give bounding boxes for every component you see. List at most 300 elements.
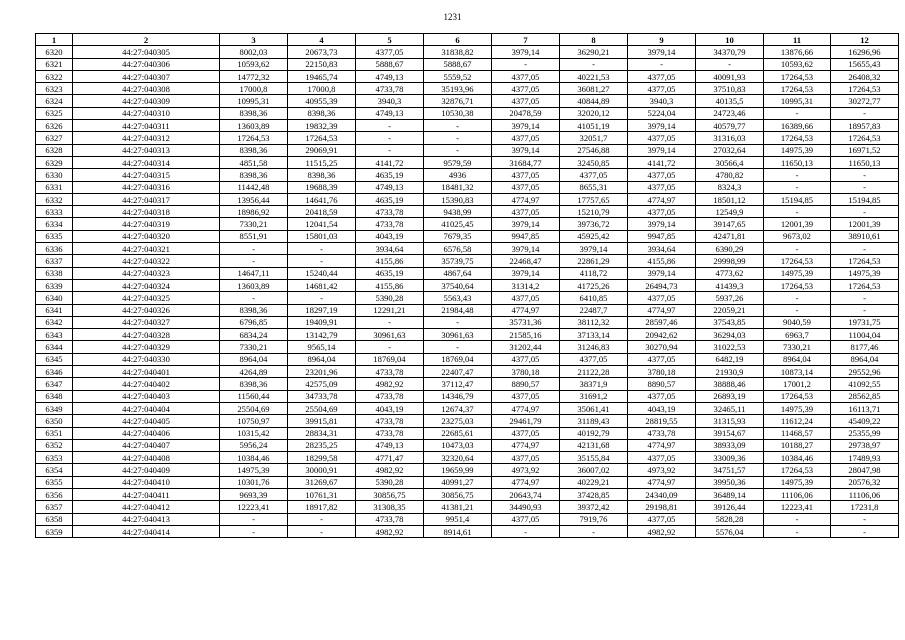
value-cell: 4733,78 [356, 427, 424, 439]
value-cell: 31838,82 [424, 46, 492, 58]
value-cell: 6834,24 [220, 329, 288, 341]
table-row [36, 46, 899, 58]
table-row [36, 193, 899, 205]
value-cell: 4749,13 [356, 107, 424, 119]
value-cell: 19688,39 [288, 181, 356, 193]
value-cell: 3979,14 [492, 144, 560, 156]
cadastral-number-cell: 44:27:040329 [73, 341, 220, 353]
value-cell: 5828,28 [696, 513, 764, 525]
row-number-cell: 6355 [36, 476, 73, 488]
value-cell: 12001,39 [764, 218, 831, 230]
value-cell: 4043,19 [356, 402, 424, 414]
value-cell: 4043,19 [628, 402, 696, 414]
value-cell: 41381,21 [424, 501, 492, 513]
cadastral-number-cell: 44:27:040407 [73, 439, 220, 451]
table-row [36, 58, 899, 70]
value-cell: 11106,06 [764, 488, 831, 500]
value-cell: 4973,92 [628, 464, 696, 476]
value-cell: 16296,96 [831, 46, 899, 58]
cadastral-number-cell: 44:27:040315 [73, 169, 220, 181]
value-cell: 8914,61 [424, 525, 492, 537]
value-cell: 21585,16 [492, 329, 560, 341]
value-cell: 10384,46 [764, 452, 831, 464]
row-number-cell: 6346 [36, 366, 73, 378]
value-cell: 16389,66 [764, 120, 831, 132]
value-cell: 11442,48 [220, 181, 288, 193]
value-cell: 4982,92 [356, 464, 424, 476]
value-cell: - [220, 243, 288, 255]
row-number-cell: 6345 [36, 353, 73, 365]
page-number: 1231 [443, 12, 462, 22]
cadastral-number-cell: 44:27:040405 [73, 415, 220, 427]
value-cell: 35731,36 [492, 316, 560, 328]
value-cell: 4635,19 [356, 267, 424, 279]
value-cell: 14975,39 [831, 267, 899, 279]
value-cell: 39736,72 [560, 218, 628, 230]
row-number-cell: 6357 [36, 501, 73, 513]
value-cell: 4377,05 [628, 132, 696, 144]
column-header: 11 [764, 34, 831, 46]
table-row [36, 316, 899, 328]
value-cell: 37428,85 [560, 488, 628, 500]
value-cell: 14772,32 [220, 70, 288, 82]
value-cell: 17264,53 [764, 70, 831, 82]
cadastral-number-cell: 44:27:040308 [73, 83, 220, 95]
cadastral-number-cell: 44:27:040410 [73, 476, 220, 488]
value-cell: 4733,78 [628, 427, 696, 439]
value-cell: 5956,24 [220, 439, 288, 451]
cadastral-number-cell: 44:27:040307 [73, 70, 220, 82]
value-cell: - [696, 58, 764, 70]
value-cell: 4774,97 [628, 476, 696, 488]
value-cell: 19465,74 [288, 70, 356, 82]
value-cell: 27032,64 [696, 144, 764, 156]
value-cell: - [424, 144, 492, 156]
value-cell: 22468,47 [492, 255, 560, 267]
value-cell: 28235,25 [288, 439, 356, 451]
value-cell: 36489,14 [696, 488, 764, 500]
value-cell: 37543,85 [696, 316, 764, 328]
value-cell: 8398,36 [288, 107, 356, 119]
value-cell: 9947,85 [492, 230, 560, 242]
value-cell: 4377,05 [628, 70, 696, 82]
value-cell: 3979,14 [628, 120, 696, 132]
value-cell: 5559,52 [424, 70, 492, 82]
value-cell: 6796,85 [220, 316, 288, 328]
value-cell: 18501,12 [696, 193, 764, 205]
value-cell: 32320,64 [424, 452, 492, 464]
column-header: 10 [696, 34, 764, 46]
value-cell: 11106,06 [831, 488, 899, 500]
value-cell: - [560, 525, 628, 537]
value-cell: 4377,05 [492, 181, 560, 193]
value-cell: 10761,31 [288, 488, 356, 500]
value-cell: 13142,79 [288, 329, 356, 341]
cadastral-number-cell: 44:27:040322 [73, 255, 220, 267]
value-cell: 17231,8 [831, 501, 899, 513]
row-number-cell: 6332 [36, 193, 73, 205]
value-cell: 17264,53 [764, 390, 831, 402]
value-cell: 21984,48 [424, 304, 492, 316]
value-cell: 5888,67 [356, 58, 424, 70]
value-cell: 40135,5 [696, 95, 764, 107]
value-cell: 4141,72 [356, 156, 424, 168]
table-row [36, 390, 899, 402]
value-cell: 41092,55 [831, 378, 899, 390]
value-cell: - [560, 58, 628, 70]
row-number-cell: 6343 [36, 329, 73, 341]
value-cell: - [831, 169, 899, 181]
value-cell: 18299,58 [288, 452, 356, 464]
cadastral-number-cell: 44:27:040306 [73, 58, 220, 70]
value-cell: 8324,3 [696, 181, 764, 193]
value-cell: 11560,44 [220, 390, 288, 402]
value-cell: 31316,03 [696, 132, 764, 144]
value-cell: 3940,3 [356, 95, 424, 107]
value-cell: 3934,64 [356, 243, 424, 255]
value-cell: 40991,27 [424, 476, 492, 488]
value-cell: 10530,38 [424, 107, 492, 119]
value-cell: 22150,83 [288, 58, 356, 70]
row-number-cell: 6333 [36, 206, 73, 218]
cadastral-number-cell: 44:27:040314 [73, 156, 220, 168]
value-cell: 17264,53 [831, 255, 899, 267]
table-row [36, 83, 899, 95]
value-cell: 40844,89 [560, 95, 628, 107]
value-cell: 11468,57 [764, 427, 831, 439]
value-cell: 4264,89 [220, 366, 288, 378]
value-cell: 4377,05 [628, 83, 696, 95]
table-row [36, 366, 899, 378]
column-header: 6 [424, 34, 492, 46]
value-cell: 17000,8 [288, 83, 356, 95]
value-cell: 4749,13 [356, 439, 424, 451]
value-cell: 17757,65 [560, 193, 628, 205]
value-cell: 31315,93 [696, 415, 764, 427]
row-number-cell: 6338 [36, 267, 73, 279]
value-cell: 8398,36 [220, 107, 288, 119]
cadastral-number-cell: 44:27:040408 [73, 452, 220, 464]
value-cell: 14975,39 [764, 267, 831, 279]
value-cell: 15240,44 [288, 267, 356, 279]
value-cell: 7330,21 [764, 341, 831, 353]
value-cell: 31684,77 [492, 156, 560, 168]
value-cell: 18957,83 [831, 120, 899, 132]
value-cell: 4774,97 [492, 402, 560, 414]
value-cell: 40192,79 [560, 427, 628, 439]
value-cell: 5224,04 [628, 107, 696, 119]
value-cell: 29998,99 [696, 255, 764, 267]
row-number-cell: 6349 [36, 402, 73, 414]
value-cell: 29069,91 [288, 144, 356, 156]
value-cell: 40955,39 [288, 95, 356, 107]
table-row [36, 267, 899, 279]
value-cell: 17264,53 [764, 279, 831, 291]
value-cell: 4377,05 [492, 169, 560, 181]
value-cell: 13603,89 [220, 120, 288, 132]
value-cell: 25355,99 [831, 427, 899, 439]
table-row [36, 464, 899, 476]
value-cell: 15655,43 [831, 58, 899, 70]
value-cell: 10873,14 [764, 366, 831, 378]
column-header: 8 [560, 34, 628, 46]
row-number-cell: 6336 [36, 243, 73, 255]
value-cell: 27546,88 [560, 144, 628, 156]
value-cell: 19409,91 [288, 316, 356, 328]
value-cell: 10473,03 [424, 439, 492, 451]
value-cell: 17264,53 [220, 132, 288, 144]
value-cell: 41439,3 [696, 279, 764, 291]
row-number-cell: 6323 [36, 83, 73, 95]
value-cell: 26408,32 [831, 70, 899, 82]
value-cell: 35193,96 [424, 83, 492, 95]
value-cell: 38371,9 [560, 378, 628, 390]
value-cell: 15194,85 [764, 193, 831, 205]
value-cell: 32465,11 [696, 402, 764, 414]
table-row [36, 156, 899, 168]
value-cell: 17264,53 [764, 132, 831, 144]
cadastral-number-cell: 44:27:040316 [73, 181, 220, 193]
value-cell: - [764, 292, 831, 304]
cadastral-number-cell: 44:27:040312 [73, 132, 220, 144]
value-cell: 37133,14 [560, 329, 628, 341]
value-cell: 3979,14 [628, 218, 696, 230]
value-cell: 37510,83 [696, 83, 764, 95]
value-cell: 39154,67 [696, 427, 764, 439]
value-cell: 4377,05 [628, 452, 696, 464]
value-cell: 9951,4 [424, 513, 492, 525]
value-cell: 30270,94 [628, 341, 696, 353]
column-header: 1 [36, 34, 73, 46]
column-header: 12 [831, 34, 899, 46]
cadastral-number-cell: 44:27:040309 [73, 95, 220, 107]
value-cell: 40091,93 [696, 70, 764, 82]
value-cell: 29738,97 [831, 439, 899, 451]
row-number-cell: 6351 [36, 427, 73, 439]
value-cell: 38910,61 [831, 230, 899, 242]
value-cell: 6963,7 [764, 329, 831, 341]
value-cell: 3979,14 [492, 218, 560, 230]
value-cell: 15801,03 [288, 230, 356, 242]
row-number-cell: 6352 [36, 439, 73, 451]
value-cell: 18481,32 [424, 181, 492, 193]
value-cell: 28047,98 [831, 464, 899, 476]
value-cell: - [764, 525, 831, 537]
value-cell: 4771,47 [356, 452, 424, 464]
cadastral-number-cell: 44:27:040327 [73, 316, 220, 328]
row-number-cell: 6358 [36, 513, 73, 525]
value-cell: - [831, 513, 899, 525]
value-cell: 36007,02 [560, 464, 628, 476]
value-cell: 6576,58 [424, 243, 492, 255]
value-cell: 30961,63 [356, 329, 424, 341]
table-row [36, 243, 899, 255]
table-row [36, 181, 899, 193]
table-body [36, 46, 899, 538]
value-cell: 4982,92 [356, 525, 424, 537]
column-header: 7 [492, 34, 560, 46]
cadastral-number-cell: 44:27:040305 [73, 46, 220, 58]
value-cell: - [831, 206, 899, 218]
cadastral-number-cell: 44:27:040319 [73, 218, 220, 230]
cadastral-number-cell: 44:27:040401 [73, 366, 220, 378]
value-cell: 40579,77 [696, 120, 764, 132]
value-cell: 31269,67 [288, 476, 356, 488]
value-cell: 4733,78 [356, 415, 424, 427]
value-cell: 4377,05 [628, 292, 696, 304]
value-cell: 19832,39 [288, 120, 356, 132]
value-cell: 9565,14 [288, 341, 356, 353]
row-number-cell: 6356 [36, 488, 73, 500]
value-cell: 9693,39 [220, 488, 288, 500]
value-cell: 7330,21 [220, 218, 288, 230]
table-row [36, 427, 899, 439]
value-cell: 11650,13 [831, 156, 899, 168]
cadastral-number-cell: 44:27:040411 [73, 488, 220, 500]
value-cell: 30856,75 [424, 488, 492, 500]
value-cell: 4377,05 [492, 427, 560, 439]
value-cell: 37540,64 [424, 279, 492, 291]
value-cell: - [764, 206, 831, 218]
row-number-cell: 6353 [36, 452, 73, 464]
value-cell: 4377,05 [492, 353, 560, 365]
value-cell: 8177,46 [831, 341, 899, 353]
row-number-cell: 6342 [36, 316, 73, 328]
value-cell: 34370,79 [696, 46, 764, 58]
value-cell: 5576,04 [696, 525, 764, 537]
value-cell: 30566,4 [696, 156, 764, 168]
value-cell: - [220, 525, 288, 537]
table-row [36, 488, 899, 500]
table-row [36, 439, 899, 451]
cadastral-number-cell: 44:27:040325 [73, 292, 220, 304]
cadastral-number-cell: 44:27:040317 [73, 193, 220, 205]
value-cell: 36081,27 [560, 83, 628, 95]
value-cell: 4867,64 [424, 267, 492, 279]
value-cell: 17489,93 [831, 452, 899, 464]
value-cell: 9673,02 [764, 230, 831, 242]
value-cell: - [424, 132, 492, 144]
value-cell: 12549,9 [696, 206, 764, 218]
value-cell: 17264,53 [764, 464, 831, 476]
value-cell: 20576,32 [831, 476, 899, 488]
value-cell: 4377,05 [628, 169, 696, 181]
value-cell: 42131,68 [560, 439, 628, 451]
table-row [36, 304, 899, 316]
table-row [36, 120, 899, 132]
value-cell: 19731,75 [831, 316, 899, 328]
value-cell: 3979,14 [492, 46, 560, 58]
table-row [36, 378, 899, 390]
row-number-cell: 6327 [36, 132, 73, 144]
value-cell: - [831, 181, 899, 193]
value-cell: 10301,76 [220, 476, 288, 488]
value-cell: 3979,14 [492, 120, 560, 132]
value-cell: - [831, 304, 899, 316]
value-cell: 6482,19 [696, 353, 764, 365]
value-cell: 4733,78 [356, 366, 424, 378]
value-cell: 14975,39 [764, 144, 831, 156]
column-header: 2 [73, 34, 220, 46]
value-cell: 21122,28 [560, 366, 628, 378]
row-number-cell: 6344 [36, 341, 73, 353]
cadastral-number-cell: 44:27:040406 [73, 427, 220, 439]
value-cell: 42575,09 [288, 378, 356, 390]
value-cell: 42471,81 [696, 230, 764, 242]
value-cell: - [764, 107, 831, 119]
value-cell: - [831, 107, 899, 119]
table-row [36, 292, 899, 304]
value-cell: 31022,53 [696, 341, 764, 353]
value-cell: - [764, 181, 831, 193]
value-cell: - [764, 169, 831, 181]
value-cell: 38933,09 [696, 439, 764, 451]
value-cell: 35155,84 [560, 452, 628, 464]
table-row [36, 107, 899, 119]
value-cell: 14975,39 [220, 464, 288, 476]
value-cell: 35739,75 [424, 255, 492, 267]
value-cell: 5390,28 [356, 476, 424, 488]
value-cell: 31202,44 [492, 341, 560, 353]
value-cell: - [356, 144, 424, 156]
value-cell: 11612,24 [764, 415, 831, 427]
value-cell: 4973,92 [492, 464, 560, 476]
value-cell: 38888,46 [696, 378, 764, 390]
value-cell: 4377,05 [492, 513, 560, 525]
value-cell: 38112,32 [560, 316, 628, 328]
table-header-row [36, 34, 899, 46]
value-cell: 3780,18 [628, 366, 696, 378]
value-cell: 25504,69 [288, 402, 356, 414]
value-cell: 4377,05 [492, 70, 560, 82]
cadastral-number-cell: 44:27:040413 [73, 513, 220, 525]
value-cell: 4155,86 [356, 255, 424, 267]
cadastral-number-cell: 44:27:040403 [73, 390, 220, 402]
value-cell: 29198,81 [628, 501, 696, 513]
value-cell: 10593,62 [220, 58, 288, 70]
value-cell: 13876,66 [764, 46, 831, 58]
value-cell: 28597,46 [628, 316, 696, 328]
value-cell: 21930,9 [696, 366, 764, 378]
row-number-cell: 6326 [36, 120, 73, 132]
value-cell: 34751,57 [696, 464, 764, 476]
value-cell: 8398,36 [220, 144, 288, 156]
value-cell: 4377,05 [628, 206, 696, 218]
value-cell: - [288, 243, 356, 255]
value-cell: 5937,26 [696, 292, 764, 304]
value-cell: - [356, 132, 424, 144]
cadastral-number-cell: 44:27:040330 [73, 353, 220, 365]
value-cell: 20673,73 [288, 46, 356, 58]
value-cell: 4733,78 [356, 513, 424, 525]
value-cell: 8890,57 [492, 378, 560, 390]
value-cell: 12001,39 [831, 218, 899, 230]
value-cell: 32020,12 [560, 107, 628, 119]
table-row [36, 525, 899, 537]
value-cell: - [424, 120, 492, 132]
value-cell: 17000,8 [220, 83, 288, 95]
value-cell: 4377,05 [492, 132, 560, 144]
value-cell: 22861,29 [560, 255, 628, 267]
cadastral-number-cell: 44:27:040414 [73, 525, 220, 537]
value-cell: 22407,47 [424, 366, 492, 378]
value-cell: 26893,19 [696, 390, 764, 402]
value-cell: 37112,47 [424, 378, 492, 390]
value-cell: 17264,53 [764, 255, 831, 267]
cadastral-number-cell: 44:27:040402 [73, 378, 220, 390]
value-cell: 8398,36 [220, 378, 288, 390]
value-cell: 41725,26 [560, 279, 628, 291]
